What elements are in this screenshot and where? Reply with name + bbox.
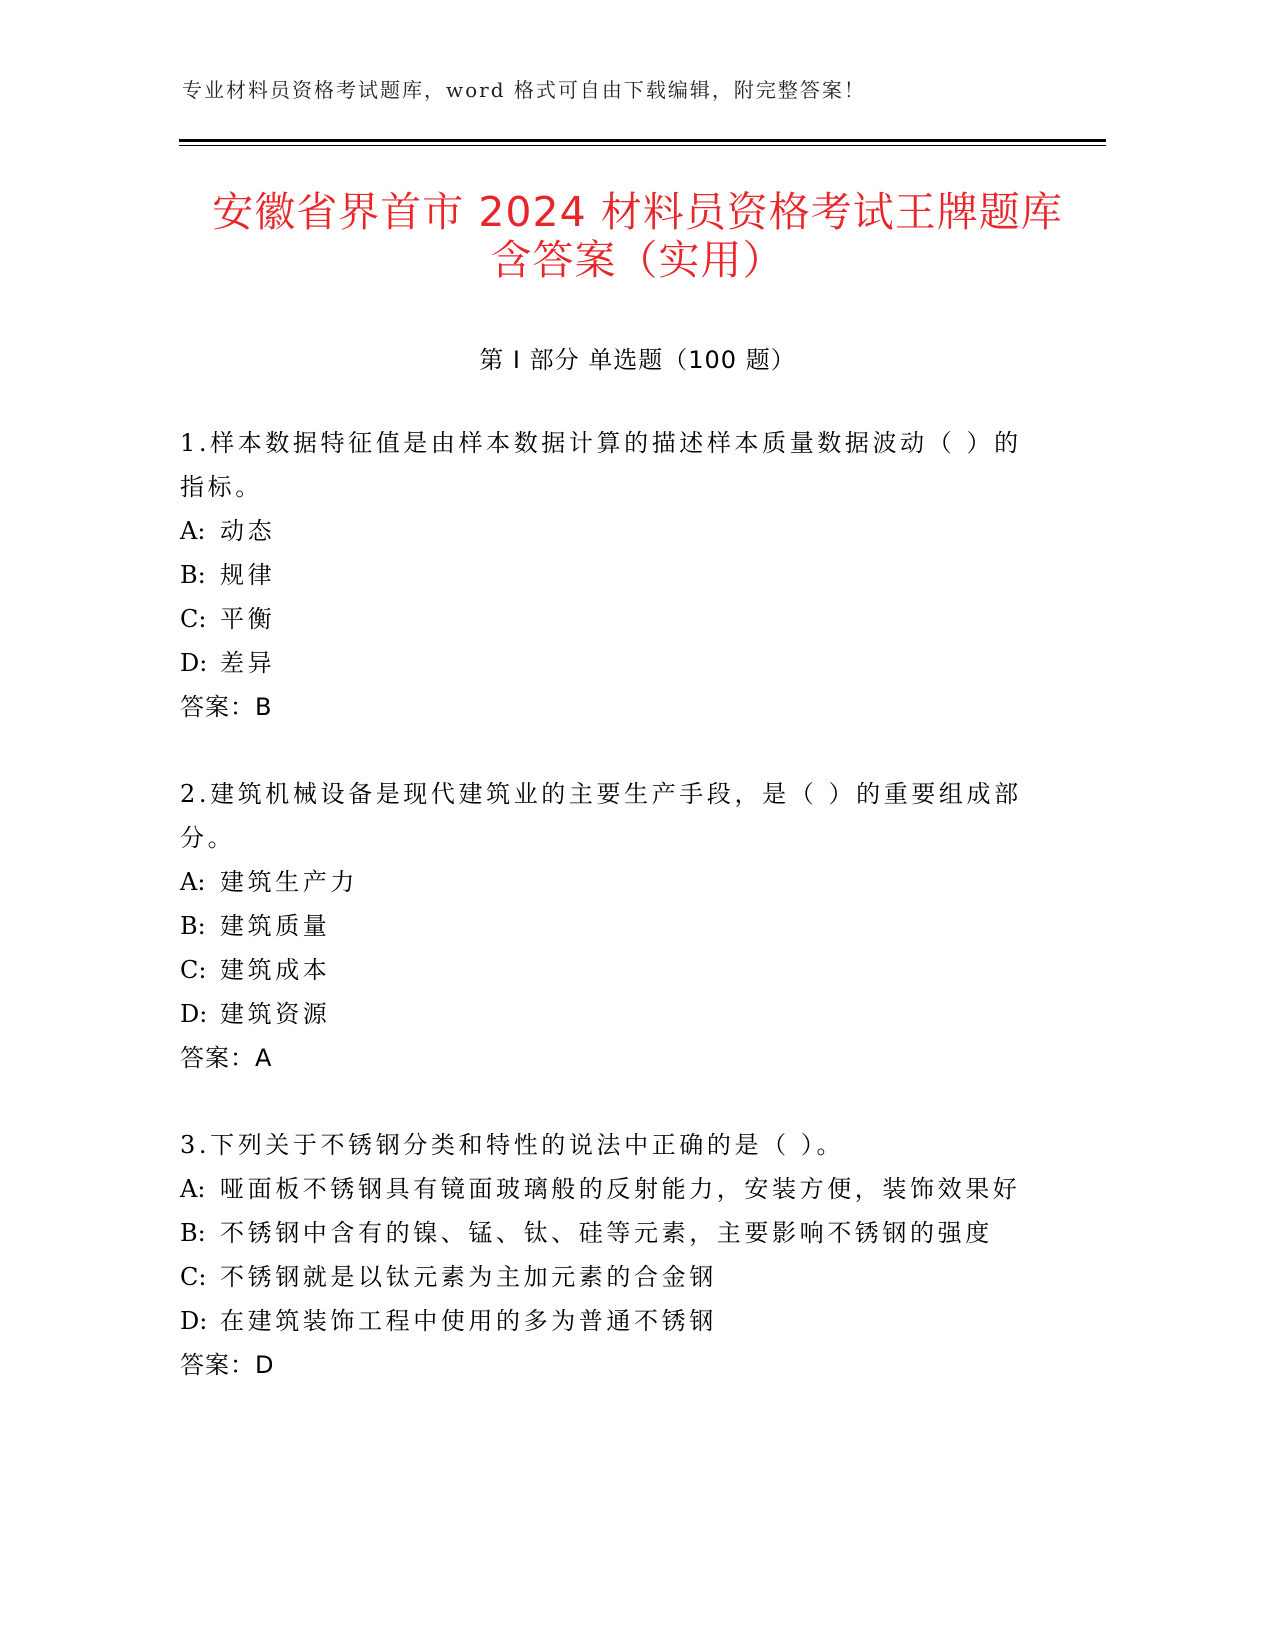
title-line-2: 含答案（实用） <box>490 236 785 284</box>
option-c <box>180 1255 1040 1299</box>
option-letter: A: <box>180 868 206 896</box>
option-text: 差异 <box>220 649 276 677</box>
question-3 <box>180 1123 1040 1387</box>
question-stem: 1.样本数据特征值是由样本数据计算的描述样本质量数据波动（ ）的指标。 <box>180 429 1022 501</box>
header-note: 专业材料员资格考试题库，word 格式可自由下载编辑，附完整答案！ <box>182 78 866 102</box>
option-text: 建筑质量 <box>220 912 331 940</box>
option-text: 规律 <box>220 561 276 589</box>
option-text: 动态 <box>220 517 276 545</box>
option-text: 不锈钢中含有的镍、锰、钛、硅等元素，主要影响不锈钢的强度 <box>220 1219 993 1247</box>
header-rule-thin <box>179 145 1106 146</box>
option-letter: C: <box>180 1263 207 1291</box>
option-text: 在建筑装饰工程中使用的多为普通不锈钢 <box>220 1307 717 1335</box>
option-letter: A: <box>180 1175 206 1203</box>
title-line-1: 安徽省界首市 2024 材料员资格考试王牌题库 <box>212 188 1063 236</box>
option-d <box>180 992 1040 1036</box>
option-a <box>180 509 1040 553</box>
option-c <box>180 948 1040 992</box>
answer: 答案：D <box>180 1351 275 1379</box>
option-b <box>180 553 1040 597</box>
option-b <box>180 1211 1040 1255</box>
option-letter: D: <box>180 649 208 677</box>
question-2 <box>180 772 1040 1080</box>
option-a <box>180 1167 1040 1211</box>
option-d <box>180 1299 1040 1343</box>
option-c <box>180 597 1040 641</box>
answer: 答案：B <box>180 693 273 721</box>
option-letter: A: <box>180 517 206 545</box>
question-1 <box>180 421 1040 729</box>
option-text: 哑面板不锈钢具有镜面玻璃般的反射能力，安装方便，装饰效果好 <box>220 1175 1021 1203</box>
question-list <box>180 421 1040 1430</box>
option-letter: B: <box>180 912 206 940</box>
option-letter: C: <box>180 605 207 633</box>
question-stem: 2.建筑机械设备是现代建筑业的主要生产手段，是（ ）的重要组成部分。 <box>180 780 1022 852</box>
section-title: 第 I 部分 单选题（100 题） <box>479 346 796 374</box>
option-a <box>180 860 1040 904</box>
option-letter: B: <box>180 561 206 589</box>
header-rule-thick <box>179 139 1106 142</box>
option-letter: B: <box>180 1219 206 1247</box>
option-text: 建筑资源 <box>220 1000 331 1028</box>
answer: 答案：A <box>180 1044 273 1072</box>
option-letter: C: <box>180 956 207 984</box>
option-text: 建筑生产力 <box>220 868 358 896</box>
option-text: 不锈钢就是以钛元素为主加元素的合金钢 <box>220 1263 717 1291</box>
option-b <box>180 904 1040 948</box>
document-title <box>150 188 1125 284</box>
option-letter: D: <box>180 1307 208 1335</box>
option-text: 平衡 <box>220 605 276 633</box>
option-letter: D: <box>180 1000 208 1028</box>
question-stem: 3.下列关于不锈钢分类和特性的说法中正确的是（ ）。 <box>180 1131 845 1159</box>
option-text: 建筑成本 <box>220 956 331 984</box>
option-d <box>180 641 1040 685</box>
